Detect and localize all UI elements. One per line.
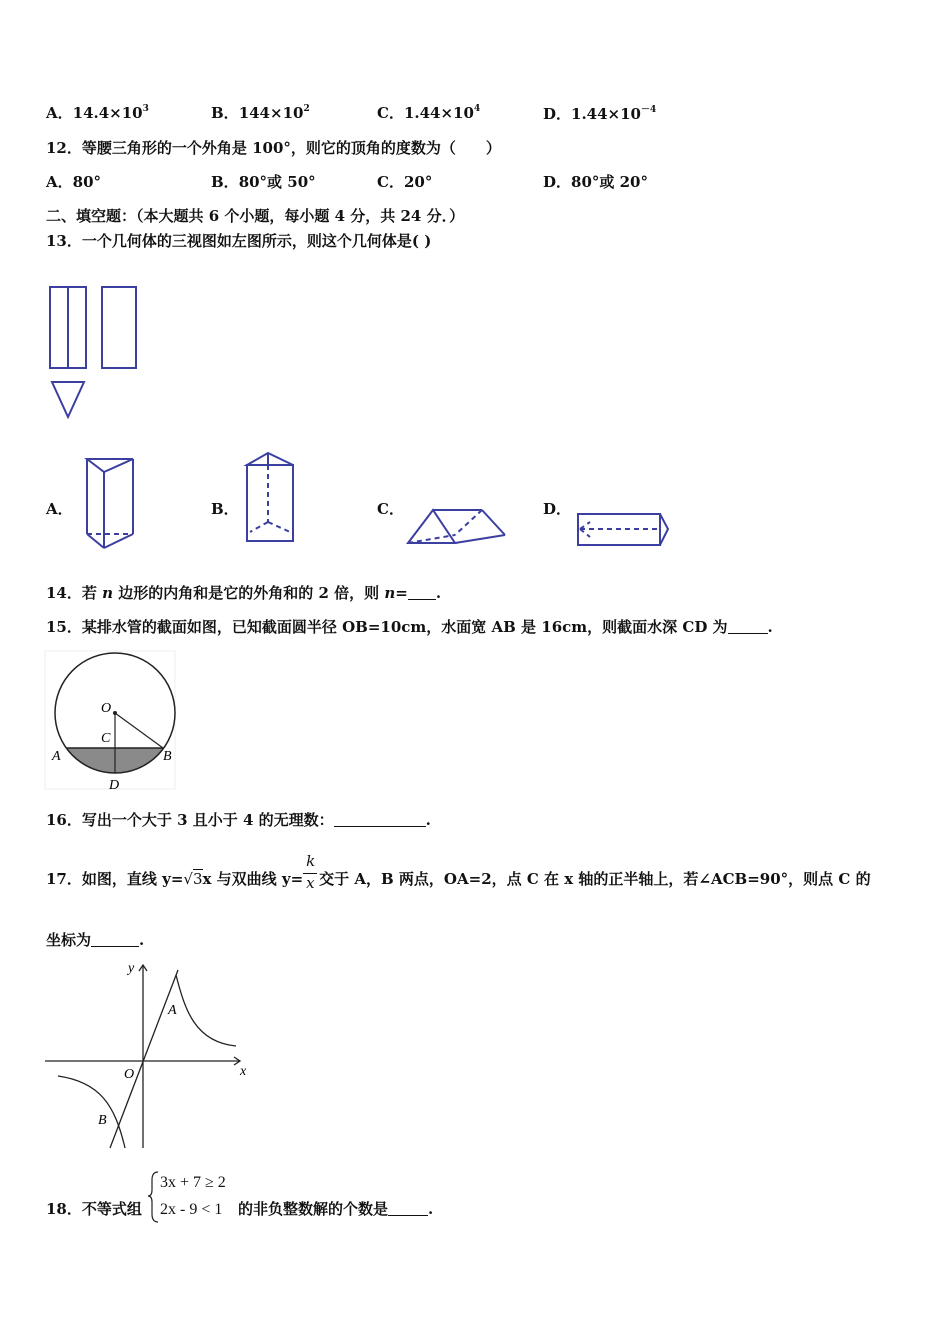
label-x: x — [240, 1064, 247, 1079]
label-a: A — [52, 749, 61, 764]
sqrt-symbol: √ — [183, 870, 193, 888]
section-heading-fill-in: 二、填空题：（本大题共 6 个小题，每小题 4 分，共 24 分．） — [46, 207, 465, 225]
q13-option-b-label: B． — [211, 500, 239, 518]
q18-prefix: 18．不等式组 — [46, 1200, 142, 1218]
q18-answer-blank[interactable] — [388, 1201, 428, 1216]
q17-stem: 17．如图，直线 y=√3x 与双曲线 y= $\frac{k}{x}$ 交于 A，B 两点，OA=2，点 C 在 x 轴的正半轴上，若∠ACB=90°，则点 C 的 — [46, 852, 871, 892]
q14-stem: 14．若 n 边形的内角和是它的外角和的 2 倍，则 n= . — [46, 584, 442, 602]
q18-inequality-1: 3x + 7 ≥ 2 — [160, 1174, 226, 1191]
q11-option-b: B．$144\times 10^2$ — [211, 104, 310, 122]
q12-option-a: A．80° — [46, 173, 102, 191]
label-b: B — [163, 749, 172, 764]
label-y: y — [128, 961, 135, 976]
q12-option-b: B．80°或 50° — [211, 173, 316, 191]
q11-option-a: A．$14.4\times 10^3$ — [46, 104, 149, 122]
q12-stem: 12．等腰三角形的一个外角是 100°，则它的顶角的度数为（ ） — [46, 139, 501, 157]
q13-option-a-label: A． — [46, 500, 73, 518]
label-d: D — [109, 778, 120, 793]
q12-option-c: C．20° — [377, 173, 433, 191]
q15-stem: 15．某排水管的截面如图，已知截面圆半径 OB=10cm，水面宽 AB 是 16cm，则截面水深 CD 为 . — [46, 618, 773, 636]
q13-stem: 13．一个几何体的三视图如左图所示，则这个几何体是( ) — [46, 232, 432, 250]
label-a: A — [168, 1003, 177, 1018]
label-c: C — [101, 731, 111, 746]
label-o: O — [101, 701, 112, 716]
q11-option-d: D．$1.44\times 10^{-4}$ — [543, 105, 657, 123]
q16-stem: 16．写出一个大于 3 且小于 4 的无理数： . — [46, 811, 431, 829]
q13-option-c-label: C． — [377, 500, 404, 518]
q11-option-c: C．$1.44\times 10^4$ — [377, 104, 481, 122]
q18-suffix: 的非负整数解的个数是 . — [238, 1200, 434, 1218]
label-b: B — [98, 1113, 107, 1128]
q13-option-d-label: D． — [543, 500, 572, 518]
q12-option-d: D．80°或 20° — [543, 173, 648, 191]
q17-stem-line2: 坐标为 . — [46, 931, 145, 949]
label-o: O — [124, 1067, 135, 1082]
q18-inequality-2: 2x - 9 < 1 — [160, 1201, 223, 1218]
